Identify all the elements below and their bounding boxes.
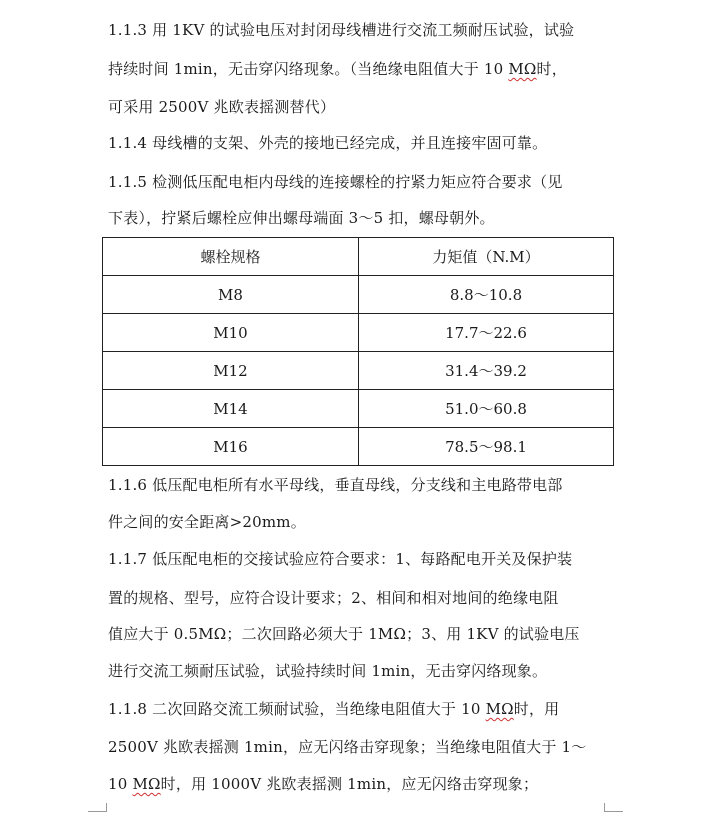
megohm-unit: MΩ bbox=[508, 60, 537, 78]
table-row bbox=[103, 352, 614, 390]
table-row bbox=[103, 428, 614, 466]
margin-corner-mark-right bbox=[604, 803, 623, 812]
para-1-1-5-line2: 下表），拧紧后螺栓应伸出螺母端面 3～5 扣，螺母朝外。 bbox=[108, 209, 495, 227]
para-1-1-6-line1: 1.1.6 低压配电柜所有水平母线，垂直母线，分支线和主电路带电部 bbox=[108, 476, 563, 494]
para-1-1-7-line4: 进行交流工频耐压试验，试验持续时间 1min，无击穿闪络现象。 bbox=[108, 662, 548, 680]
para-1-1-8-line3-tail: 时，用 1000V 兆欧表摇测 1min，应无闪络击穿现象； bbox=[160, 775, 539, 793]
megohm-unit: MΩ bbox=[132, 775, 161, 793]
para-1-1-8-line1-text: 1.1.8 二次回路交流工频耐试验，当绝缘电阻值大于 10 bbox=[108, 700, 486, 718]
torque-cell: 31.4～39.2 bbox=[359, 352, 614, 390]
bolt-spec-cell: M10 bbox=[103, 314, 359, 352]
para-1-1-8-line3 bbox=[108, 774, 538, 794]
para-1-1-7-line1: 1.1.7 低压配电柜的交接试验应符合要求：1、每路配电开关及保护装 bbox=[108, 550, 573, 568]
torque-cell: 78.5～98.1 bbox=[359, 428, 614, 466]
para-1-1-3-line2-text: 持续时间 1min，无击穿闪络现象。（当绝缘电阻值大于 10 bbox=[108, 60, 509, 78]
megohm-unit: MΩ bbox=[485, 700, 514, 718]
para-1-1-3-line1: 1.1.3 用 1KV 的试验电压对封闭母线槽进行交流工频耐压试验，试验 bbox=[108, 21, 575, 39]
bolt-spec-cell: M8 bbox=[103, 276, 359, 314]
para-1-1-6-line2: 件之间的安全距离>20mm。 bbox=[108, 513, 306, 531]
para-1-1-5-line1: 1.1.5 检测低压配电柜内母线的连接螺栓的拧紧力矩应符合要求（见 bbox=[108, 173, 563, 191]
table-row bbox=[103, 276, 614, 314]
bolt-spec-cell: M16 bbox=[103, 428, 359, 466]
para-1-1-3-line2-tail: 时， bbox=[536, 60, 567, 78]
para-1-1-4-line1: 1.1.4 母线槽的支架、外壳的接地已经完成，并且连接牢固可靠。 bbox=[108, 134, 548, 152]
table-header-row bbox=[103, 238, 614, 276]
header-bolt-spec: 螺栓规格 bbox=[103, 238, 359, 276]
margin-corner-mark-left bbox=[88, 803, 107, 812]
bolt-spec-cell: M14 bbox=[103, 390, 359, 428]
para-1-1-8-line2: 2500V 兆欧表摇测 1min，应无闪络击穿现象；当绝缘电阻值大于 1～ bbox=[108, 738, 587, 756]
torque-cell: 17.7～22.6 bbox=[359, 314, 614, 352]
para-1-1-8-line1-tail: 时，用 bbox=[513, 700, 560, 718]
para-1-1-7-line2: 置的规格、型号，应符合设计要求；2、相间和相对地间的绝缘电阻 bbox=[108, 589, 559, 607]
para-1-1-3-line3: 可采用 2500V 兆欧表摇测替代） bbox=[108, 98, 336, 116]
table-row bbox=[103, 314, 614, 352]
bolt-torque-table bbox=[102, 237, 614, 466]
bolt-spec-cell: M12 bbox=[103, 352, 359, 390]
para-1-1-8-line1 bbox=[108, 699, 559, 719]
para-1-1-3-line2 bbox=[108, 59, 567, 79]
para-1-1-8-line3-text: 10 bbox=[108, 775, 133, 793]
torque-cell: 51.0～60.8 bbox=[359, 390, 614, 428]
header-torque: 力矩值（N.M） bbox=[359, 238, 614, 276]
torque-cell: 8.8～10.8 bbox=[359, 276, 614, 314]
table-row bbox=[103, 390, 614, 428]
para-1-1-7-line3: 值应大于 0.5MΩ；二次回路必须大于 1MΩ；3、用 1KV 的试验电压 bbox=[108, 625, 580, 643]
